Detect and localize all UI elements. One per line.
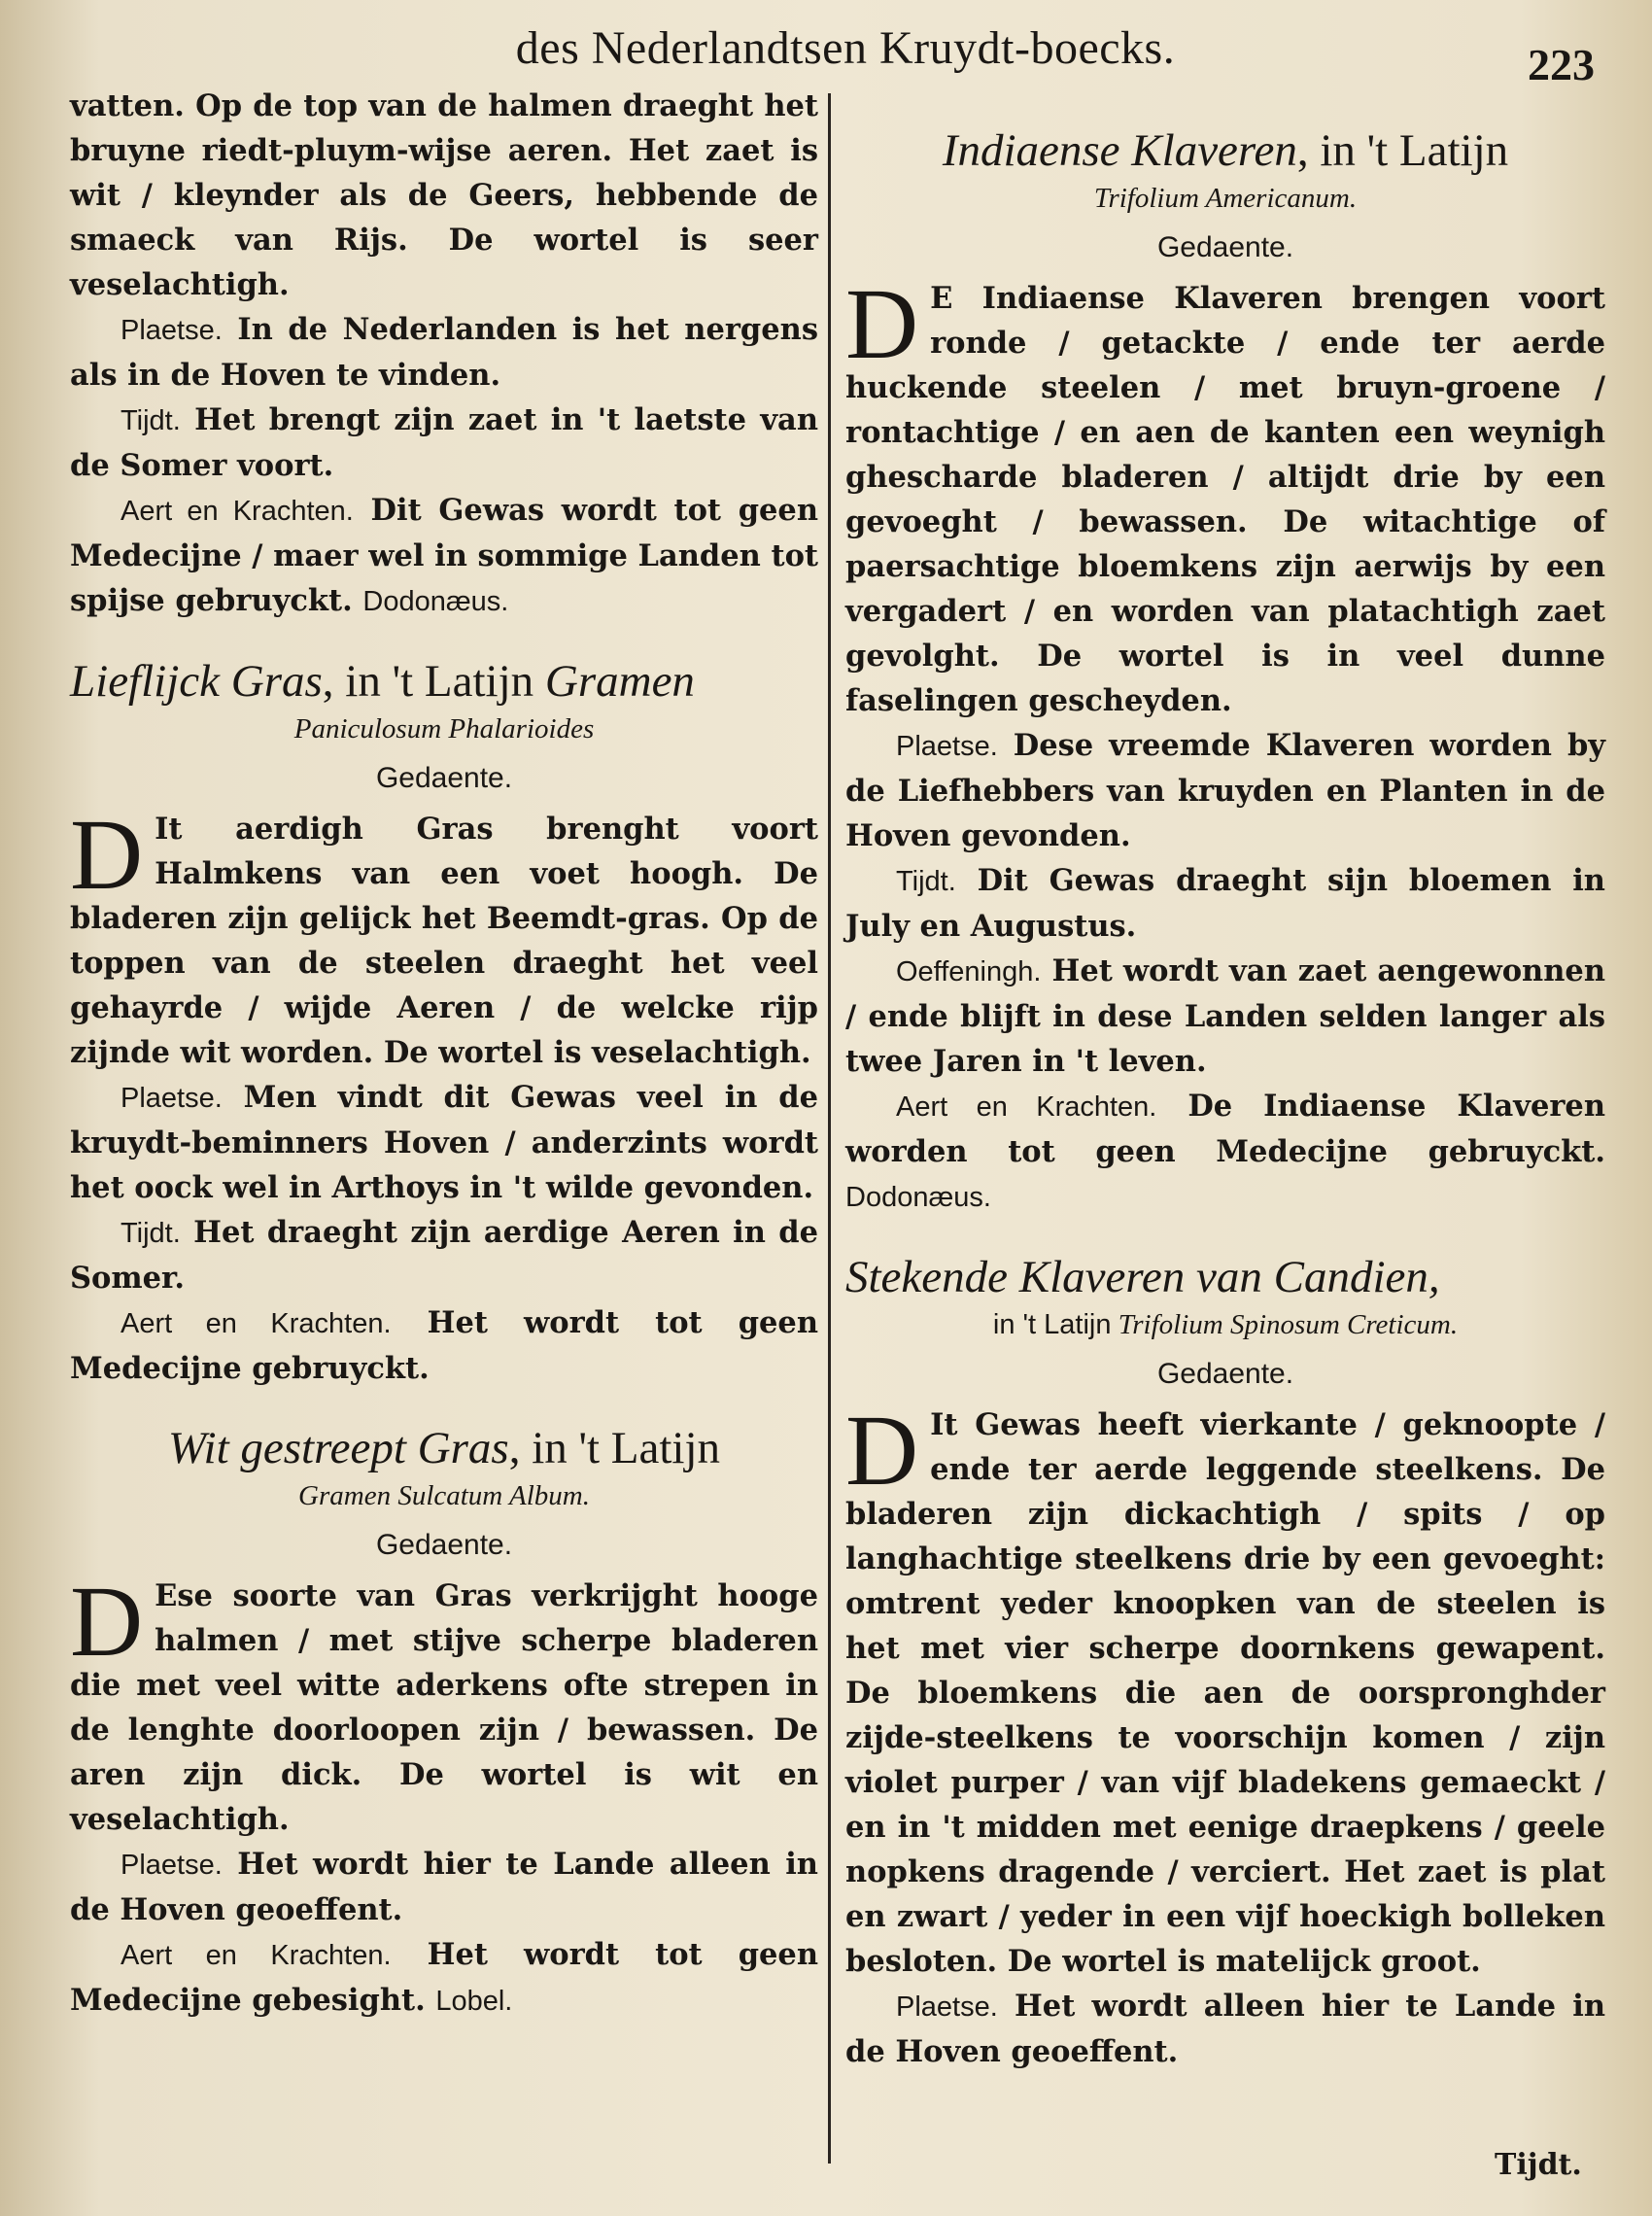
section-label: Tijdt. bbox=[120, 405, 181, 436]
entry-name: Lieflijck Gras bbox=[70, 656, 323, 707]
section-label: Aert en Krachten. bbox=[120, 1308, 392, 1339]
paragraph-text: Het wordt tot geen Medecijne gebruyckt. bbox=[70, 1305, 819, 1386]
section-label: Plaetse. bbox=[896, 1991, 998, 2023]
paragraph-plaetse bbox=[845, 723, 1605, 858]
latin-name: Paniculosum Phalarioides bbox=[293, 713, 595, 744]
paragraph-plaetse bbox=[70, 1075, 818, 1210]
paragraph-text: It Gewas heeft vierkante / geknoopte / ende ter aerde leggende steelkens. De bladeren zijn dickachtigh / spits / op langhachtige steelkens drie by een gevoeght: omtrent yeder knoopken van de steelen is het met vier scherpe doornkens gewapent. De bloemkens die aen de oorspronghder zijde-steelkens te voorschijn komen / zijn violet purper / van vijf bladekens gemaeckt / en in 't midden met eenige draepkens / geele nopkens dragende / verciert. Het zaet is plat en zwart / yeder in een vijf hoeckigh bolleken besloten. De wortel is matelijck groot. bbox=[845, 1407, 1605, 1979]
paragraph-aert bbox=[70, 1300, 818, 1391]
entry-heading bbox=[845, 122, 1605, 179]
paragraph-plaetse bbox=[70, 1842, 818, 1932]
paragraph-text: Het wordt hier te Lande alleen in de Hoven geoeffent. bbox=[70, 1847, 818, 1927]
paragraph-text: Het wordt tot geen Medecijne gebesight. bbox=[70, 1937, 819, 2018]
section-label: Aert en Krachten. bbox=[120, 1940, 392, 1971]
section-label: Aert en Krachten. bbox=[896, 1091, 1157, 1123]
paragraph-text: E Indiaense Klaveren brengen voort ronde / getackte / ende ter aerde huckende steelen / met bruyn-groene / rontachtige / en aen de kanten een weynigh ghescharde bladeren / altijdt drie by een gevoeght / bewassen. De witachtige of paersachtige bloemkens zijn aerwijs by een vergadert / en worden van platachtigh zaet gevolght. De wortel is in veel dunne faselingen gescheyden. bbox=[845, 281, 1605, 718]
paragraph-text: De Indiaense Klaveren worden tot geen Medecijne gebruyckt. bbox=[845, 1089, 1606, 1169]
author-citation: Lobel. bbox=[435, 1986, 513, 2017]
latin-name: Trifolium Americanum. bbox=[1093, 183, 1358, 214]
author-citation: Dodonæus. bbox=[362, 586, 509, 617]
section-label: Tijdt. bbox=[896, 866, 956, 897]
drop-cap: D bbox=[845, 1395, 919, 1506]
paragraph-description bbox=[70, 1566, 818, 1842]
paragraph-description bbox=[70, 799, 818, 1075]
paragraph-tijdt bbox=[70, 1210, 818, 1300]
catchword: Tijdt. bbox=[1495, 2148, 1582, 2182]
entry-heading-mid: , in 't Latijn bbox=[322, 656, 534, 707]
paragraph-oeffeningh bbox=[845, 949, 1605, 1084]
paragraph-plaetse bbox=[70, 307, 818, 398]
section-label: Plaetse. bbox=[120, 1850, 223, 1881]
entry-heading-mid: , in 't Latijn bbox=[508, 1423, 721, 1473]
page-number: 223 bbox=[1528, 40, 1595, 89]
paragraph-text: It aerdigh Gras brenght voort Halmkens van een voet hoogh. De bladeren zijn gelijck het Beemdt-gras. Op de toppen van de steelen draeght het veel gehayrde / wijde Aeren / de welcke rijp zijnde wit worden. De wortel is veselachtigh. bbox=[70, 812, 818, 1070]
entry-heading bbox=[70, 1420, 818, 1476]
entry-name: Indiaense Klaveren bbox=[942, 125, 1297, 176]
drop-cap: D bbox=[70, 799, 144, 911]
section-label: Plaetse. bbox=[896, 731, 998, 762]
paragraph-tijdt bbox=[845, 858, 1605, 949]
subheading: Gedaente. bbox=[1156, 1358, 1294, 1390]
paragraph-text: In de Nederlanden is het nergens als in de Hoven te vinden. bbox=[70, 312, 818, 393]
paragraph-description bbox=[845, 268, 1605, 723]
paragraph-text: Dit Gewas draeght sijn bloemen in July en Augustus. bbox=[845, 863, 1605, 944]
section-label: Aert en Krachten. bbox=[120, 496, 354, 527]
paragraph-description bbox=[845, 1395, 1605, 1984]
section-label: Oeffeningh. bbox=[896, 956, 1042, 987]
paragraph-text: Ese soorte van Gras verkrijght hooge halmen / met stijve scherpe bladeren die met veel witte aderkens ofte strepen in de lenghte doorloopen zijn / bewassen. De aren zijn dick. De wortel is wit en veselachtigh. bbox=[70, 1578, 818, 1837]
entry-heading bbox=[845, 1249, 1605, 1305]
running-title: des Nederlandtsen Kruydt-boecks. bbox=[515, 22, 1176, 74]
paragraph-text: Het brengt zijn zaet in 't laetste van de Somer voort. bbox=[70, 402, 818, 483]
subheading: Gedaente. bbox=[1156, 231, 1294, 263]
column-divider bbox=[828, 93, 831, 2164]
drop-cap: D bbox=[845, 268, 919, 380]
paragraph-text: Het wordt van zaet aengewonnen / ende blijft in dese Landen selden langer als twee Jaren in 't leven. bbox=[845, 953, 1605, 1079]
paragraph-aert bbox=[70, 488, 818, 624]
drop-cap: D bbox=[70, 1566, 144, 1678]
section-label: Plaetse. bbox=[120, 1083, 223, 1114]
section-label: Plaetse. bbox=[120, 315, 223, 346]
latin-line bbox=[845, 1305, 1605, 1344]
paragraph: vatten. Op de top van de halmen draeght het bruyne riedt-pluym-wijse aeren. Het zaet is wit / kleynder als de Geers, hebbende de smaeck van Rijs. De wortel is seer veselachtigh. bbox=[70, 88, 818, 302]
paragraph-text: Het draeght zijn aerdige Aeren in de Somer. bbox=[70, 1215, 818, 1296]
paragraph-tijdt bbox=[70, 398, 818, 488]
subheading: Gedaente. bbox=[375, 762, 513, 794]
left-column bbox=[70, 84, 818, 2024]
section-label: Tijdt. bbox=[120, 1218, 181, 1249]
paragraph-aert bbox=[845, 1084, 1605, 1220]
entry-name: Wit gestreept Gras bbox=[167, 1423, 509, 1473]
paragraph-text: Dese vreemde Klaveren worden by de Liefhebbers van kruyden en Planten in de Hoven gevonden. bbox=[845, 728, 1605, 853]
subheading: Gedaente. bbox=[375, 1529, 513, 1561]
right-column bbox=[845, 84, 1605, 2074]
entry-heading-mid: in 't Latijn bbox=[992, 1309, 1112, 1340]
entry-latin: Gramen bbox=[544, 656, 695, 707]
paragraph-plaetse bbox=[845, 1984, 1605, 2074]
latin-name: Gramen Sulcatum Album. bbox=[298, 1480, 590, 1511]
paragraph-aert bbox=[70, 1932, 818, 2024]
paragraph-text: Men vindt dit Gewas veel in de kruydt-beminners Hoven / anderzints wordt het oock wel in Arthoys in 't wilde gevonden. bbox=[70, 1080, 818, 1205]
entry-heading-mid: , in 't Latijn bbox=[1296, 125, 1509, 176]
paragraph-text: Dit Gewas wordt tot geen Medecijne / maer wel in sommige Landen tot spijse gebruyckt. bbox=[70, 493, 819, 618]
author-citation: Dodonæus. bbox=[845, 1182, 991, 1213]
paragraph-text: Het wordt alleen hier te Lande in de Hoven geoeffent. bbox=[845, 1989, 1605, 2069]
latin-name: Trifolium Spinosum Creticum. bbox=[1118, 1309, 1459, 1340]
entry-name: Stekende Klaveren van Candien, bbox=[845, 1252, 1440, 1302]
entry-heading bbox=[70, 653, 818, 710]
